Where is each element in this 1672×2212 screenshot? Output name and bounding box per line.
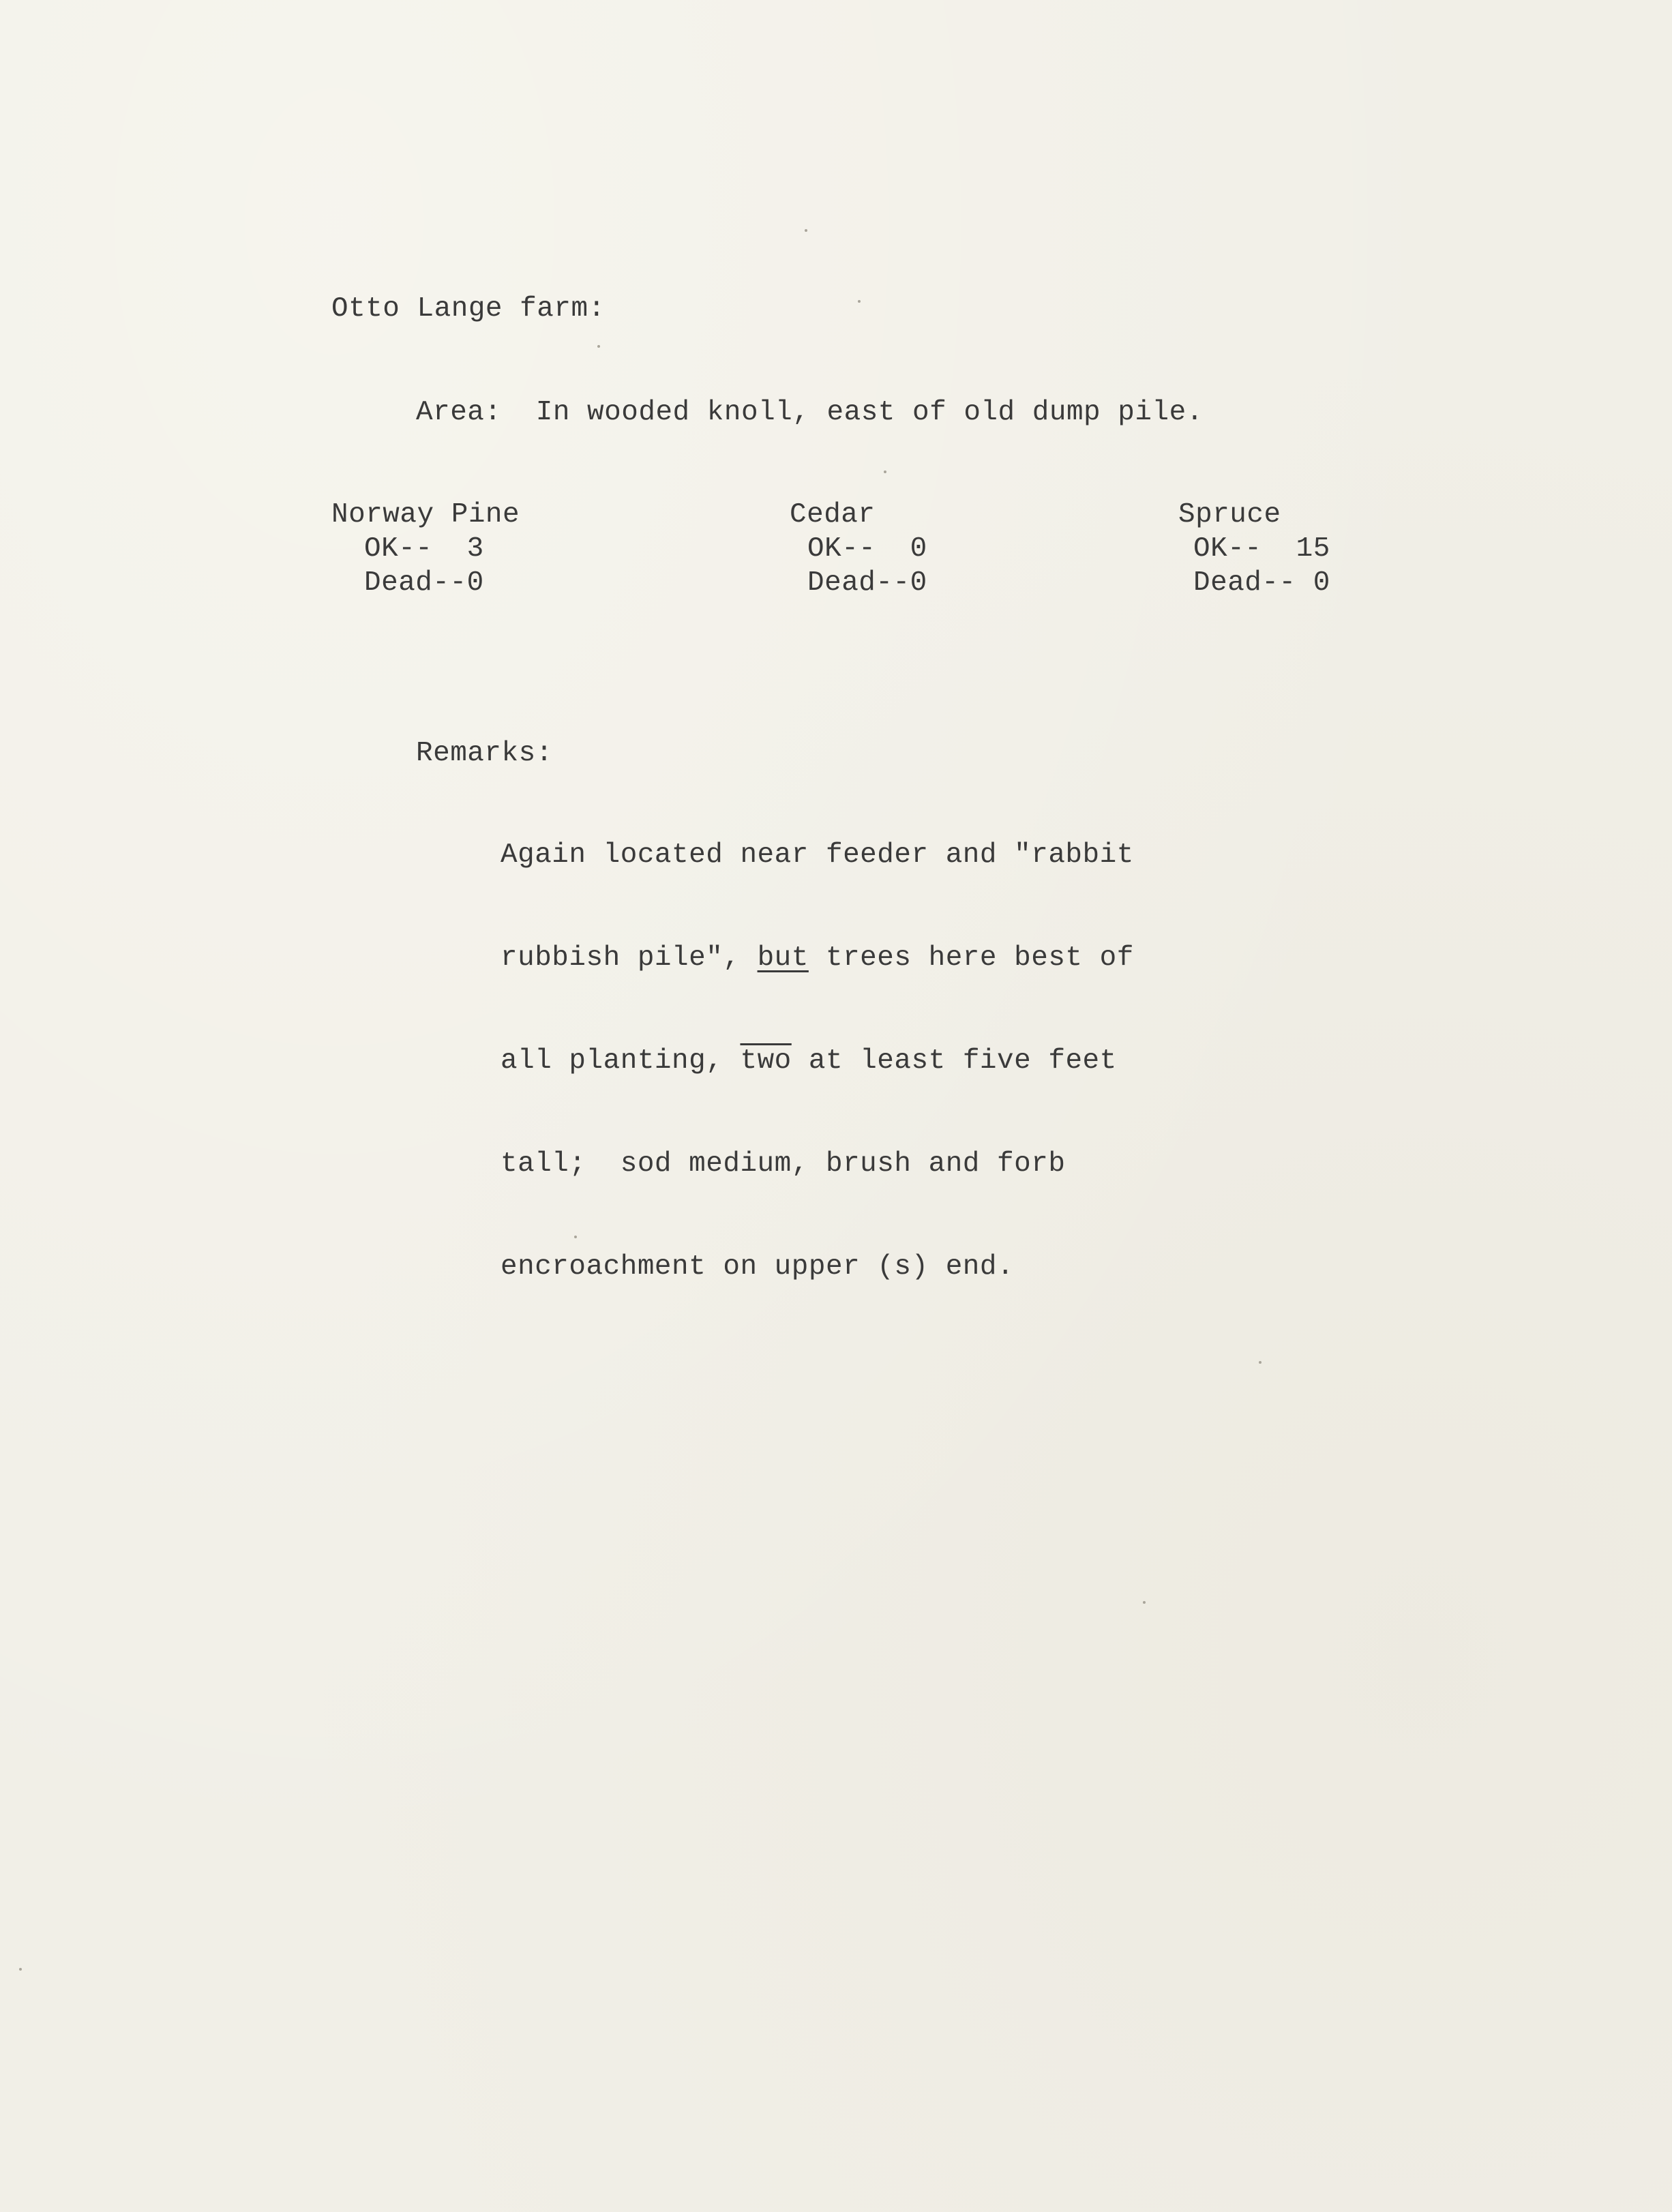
remarks-line: tall; sod medium, brush and forb xyxy=(501,1148,1066,1180)
norway-pine-dead-count: Dead--0 xyxy=(364,567,484,599)
remarks-text xyxy=(501,770,1134,1353)
underlined-word: but xyxy=(757,942,809,974)
paper-speck xyxy=(1259,1361,1262,1364)
remarks-line: Again located near feeder and "rabbit xyxy=(501,839,1134,871)
overlined-word: $\overline{two}$ xyxy=(740,1045,792,1077)
farm-title: Otto Lange farm: xyxy=(331,293,606,325)
remarks-line: encroachment on upper (s) end. xyxy=(501,1251,1015,1283)
paper-speck xyxy=(805,229,807,232)
remarks-text-segment: rubbish pile", xyxy=(501,942,758,974)
paper-speck xyxy=(19,1968,22,1971)
column-heading-norway-pine: Norway Pine xyxy=(331,499,520,530)
paper-speck xyxy=(858,300,861,303)
column-heading-cedar: Cedar xyxy=(790,499,876,530)
cedar-dead-count: Dead--0 xyxy=(807,567,927,599)
paper-speck xyxy=(574,1236,577,1238)
remarks-text-segment: all planting, xyxy=(501,1045,741,1077)
remarks-label: Remarks: xyxy=(416,738,553,769)
paper-speck xyxy=(884,470,886,473)
area-description: Area: In wooded knoll, east of old dump pile. xyxy=(416,397,1204,428)
paper-speck xyxy=(597,345,600,348)
paper-speck xyxy=(1143,1601,1146,1604)
spruce-ok-count: OK-- 15 xyxy=(1193,533,1330,565)
norway-pine-ok-count: OK-- 3 xyxy=(364,533,484,565)
remarks-line xyxy=(501,1044,1134,1079)
remarks-text-segment: trees here best of xyxy=(808,942,1134,974)
column-heading-spruce: Spruce xyxy=(1178,499,1281,530)
remarks-line xyxy=(501,941,1134,976)
spruce-dead-count: Dead-- 0 xyxy=(1193,567,1330,599)
remarks-text-segment: at least five feet xyxy=(791,1045,1117,1077)
cedar-ok-count: OK-- 0 xyxy=(807,533,927,565)
